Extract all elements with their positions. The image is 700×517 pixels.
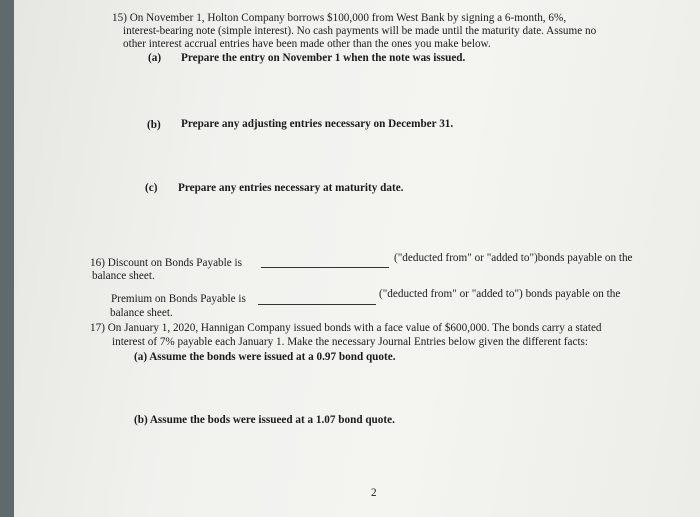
q15-line-3: other interest accrual entries have been made other than the ones you make below.	[123, 38, 491, 50]
q17a-prompt: (a) Assume the bonds were issued at a 0.97 bond quote.	[134, 351, 396, 363]
q17-line-1: 17) On January 1, 2020, Hannigan Company issued bonds with a face value of $600,000. The bonds carry a stated	[90, 322, 602, 334]
q16-discount-text: 16) Discount on Bonds Payable is	[90, 257, 242, 269]
q15b-label: (b)	[147, 119, 161, 131]
q15a-prompt: Prepare the entry on November 1 when the note was issued.	[181, 52, 466, 64]
q17-line-2: interest of 7% payable each January 1. Make the necessary Journal Entries below given the different facts:	[112, 336, 589, 348]
q17b-prompt: (b) Assume the bods were issueed at a 1.07 bond quote.	[134, 414, 395, 426]
q15c-prompt: Prepare any entries necessary at maturity date.	[178, 182, 404, 194]
q15-line-2: interest-bearing note (simple interest). No cash payments will be made until the maturity date. Assume no	[123, 25, 597, 37]
worksheet-page	[14, 0, 700, 517]
q16-premium-answer-blank[interactable]	[258, 295, 376, 305]
q15a-label: (a)	[148, 52, 162, 64]
q15-line-1: 15) On November 1, Holton Company borrows $100,000 from West Bank by signing a 6-month, 6%,	[112, 12, 567, 24]
q16-premium-hint: ("deducted from" or "added to") bonds payable on the	[379, 288, 621, 300]
q16-discount-tail: balance sheet.	[92, 270, 155, 282]
q15b-prompt: Prepare any adjusting entries necessary on December 31.	[181, 118, 454, 130]
page-number: 2	[371, 487, 377, 499]
q15c-label: (c)	[145, 182, 158, 194]
q16-premium-text: Premium on Bonds Payable is	[111, 293, 246, 305]
q16-discount-answer-blank[interactable]	[261, 258, 389, 268]
q16-premium-tail: balance sheet.	[110, 307, 173, 319]
q16-discount-hint: ("deducted from" or "added to")bonds payable on the	[394, 252, 633, 264]
